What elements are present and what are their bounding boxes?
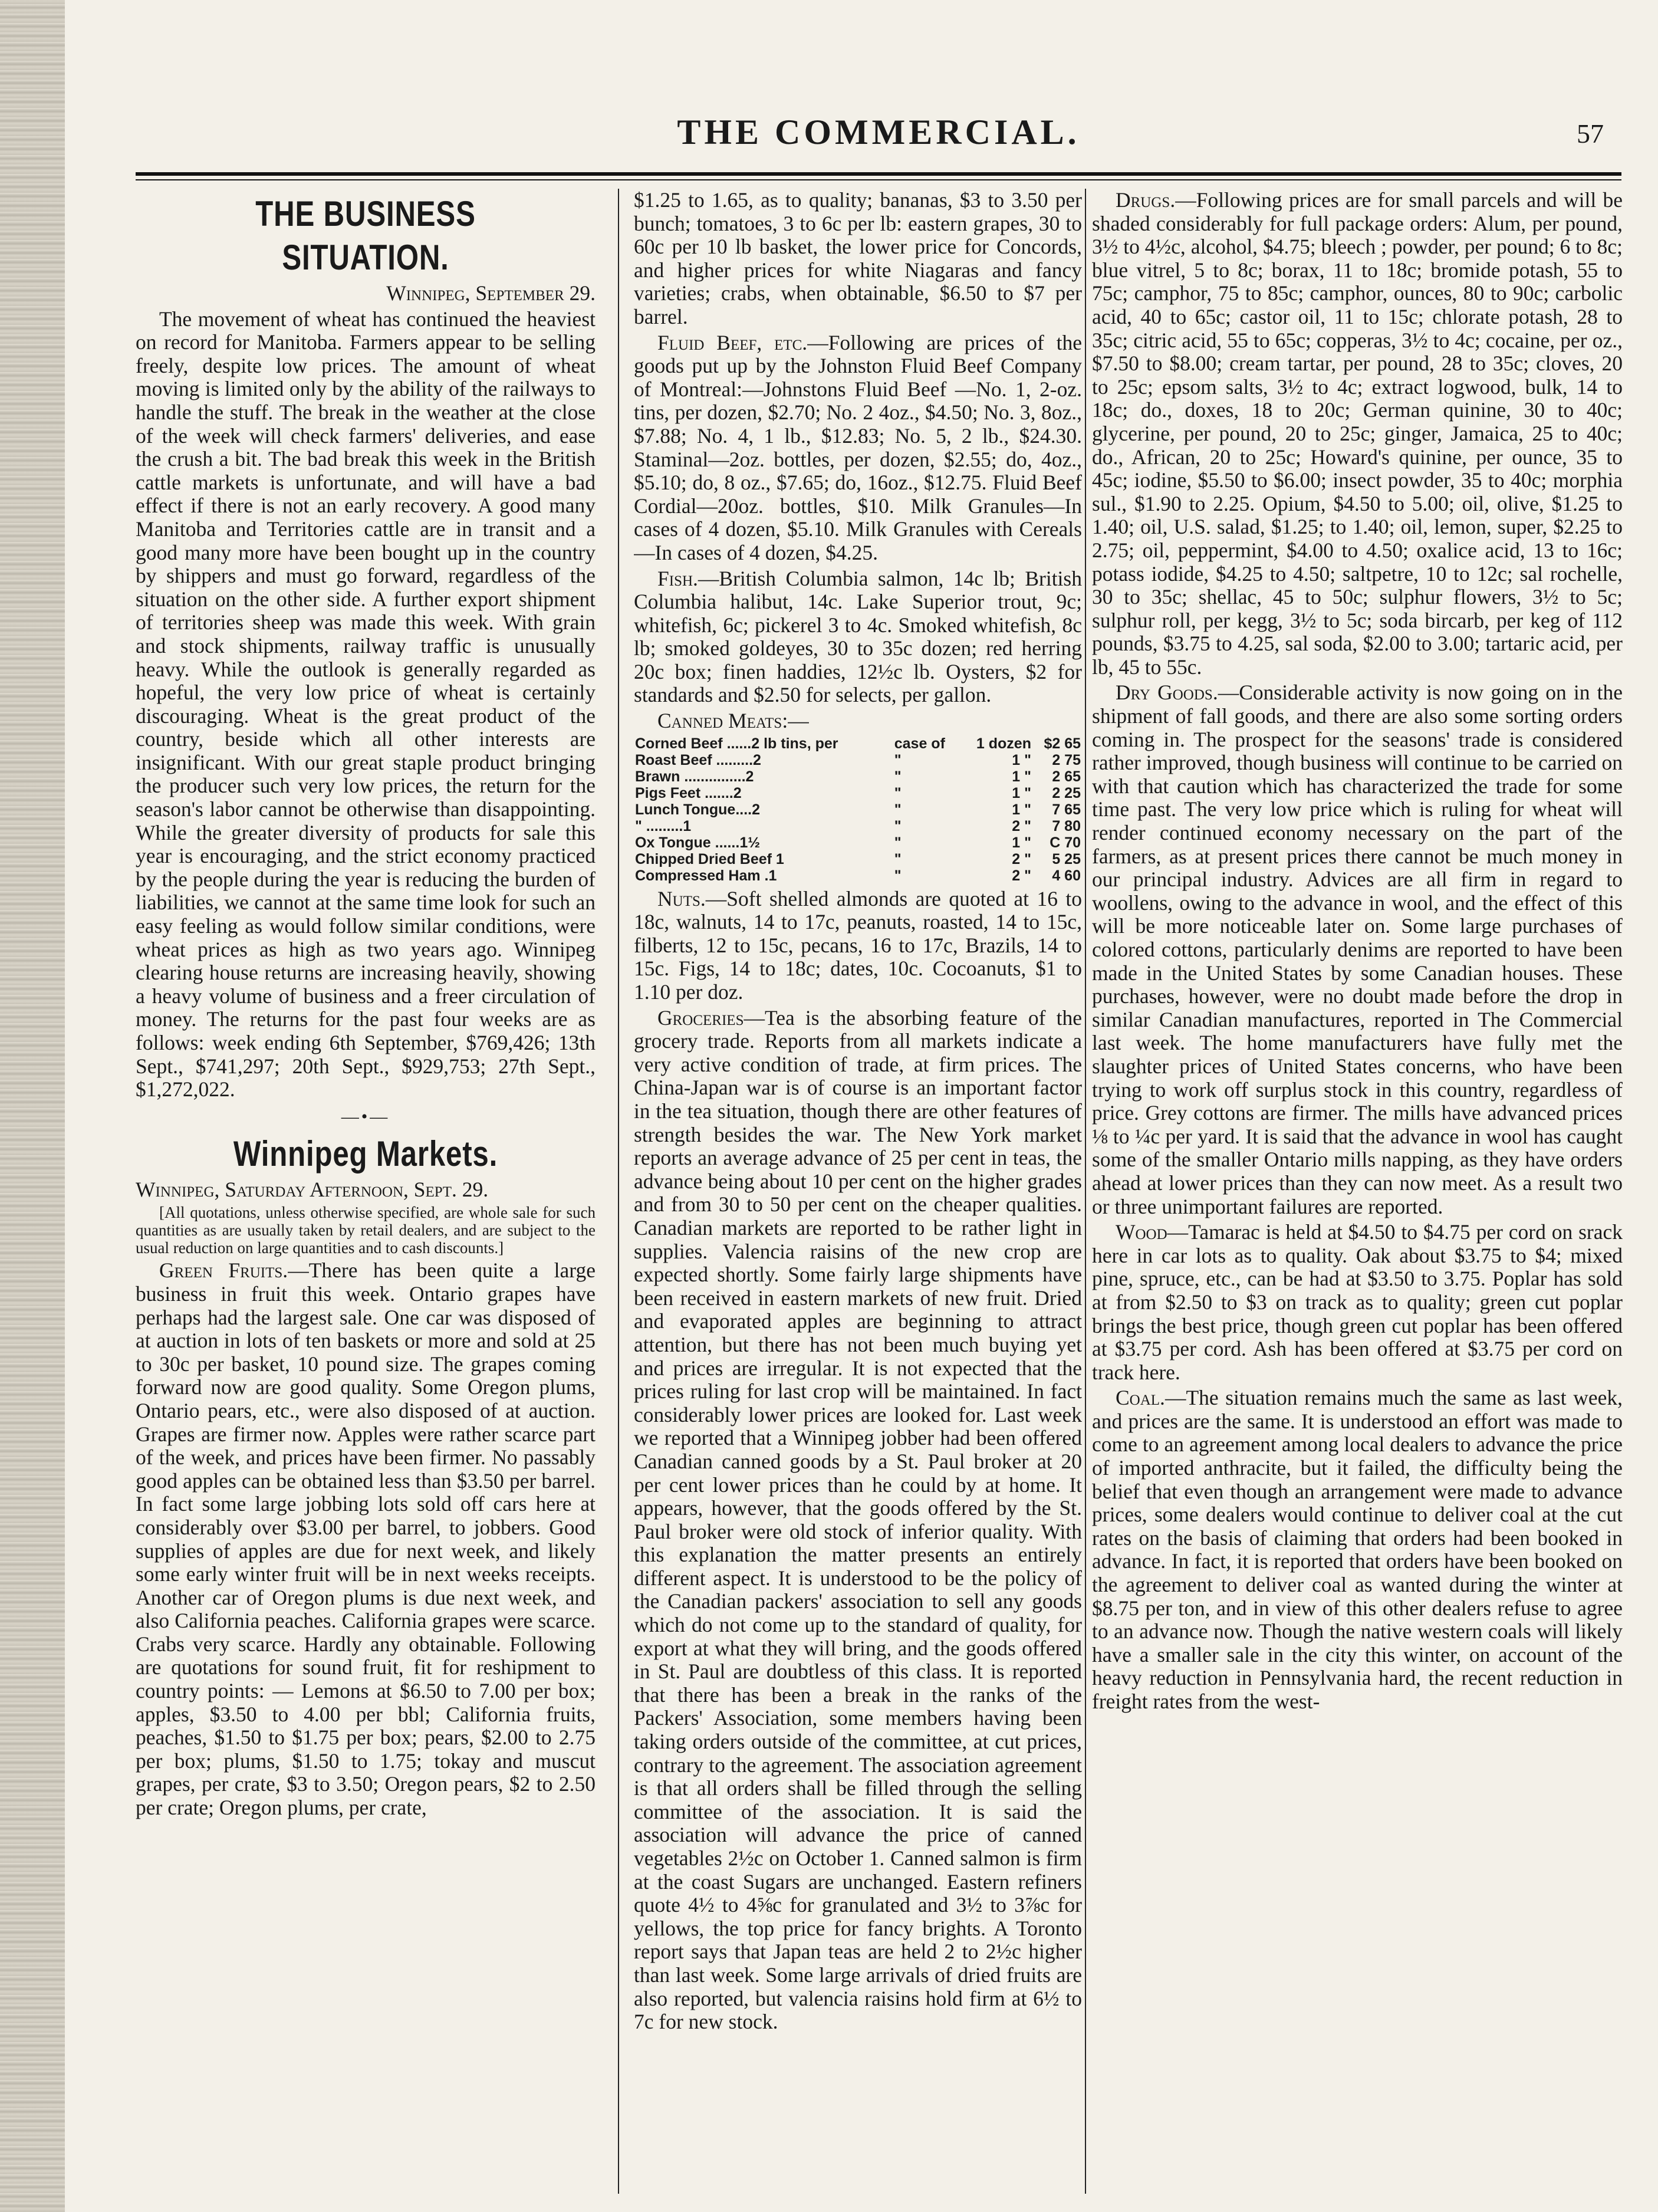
drugs-lead: Drugs.	[1116, 189, 1176, 212]
green-fruits-lead: Green Fruits.	[159, 1258, 288, 1283]
canned-meats-row	[634, 818, 1082, 834]
canned-item-name: Pigs Feet .......2	[635, 784, 742, 801]
canned-meats-row	[634, 867, 1082, 884]
canned-item-case: "	[894, 801, 902, 818]
wood-text: —Tamarac is held at $4.50 to $4.75 per cord on srack here in car lots as to quality. Oak about $3.75 to $4; mixed pine, spruce, etc., can be had at $3.50 to 3.75. Poplar has sold at from $2.50 to $3 on track as to quality; green cut poplar brings the best price, though green cut poplar has been offered at $3.75 per cord. Ash has been offered at $3.75 per cord on track here.	[1092, 1220, 1623, 1384]
canned-item-case: case of	[894, 735, 945, 752]
header-rule-thin	[136, 179, 1621, 180]
canned-item-qty: 1 "	[1012, 768, 1031, 785]
section-ornament: —•—	[341, 1106, 390, 1126]
canned-meats-row	[634, 768, 1082, 785]
canned-item-name: " .........1	[635, 817, 692, 834]
canned-item-name: Corned Beef ......2 lb tins, per	[635, 735, 838, 752]
canned-item-case: "	[894, 850, 902, 867]
canned-item-case: "	[894, 768, 902, 785]
canned-item-price: 2 75	[1052, 751, 1081, 768]
page-binding-edge	[0, 0, 65, 2212]
canned-item-name: Compressed Ham .1	[635, 867, 777, 884]
fish-paragraph	[634, 567, 1082, 708]
canned-item-case: "	[894, 817, 902, 834]
dry-goods-paragraph	[1092, 681, 1623, 1218]
canned-item-name: Ox Tongue ......1½	[635, 834, 761, 851]
dry-goods-text: —Considerable activity is now going on in the shipment of fall goods, and there are also some sorting orders coming in. The prospect for the seasons' trade is considered rather improved, though business will continue to be carried on with that caution which has characterized the trade for some time past. The very low price which is ruling for wheat will render continued economy necessary on the part of the farmers, as at present prices there cannot be much money in our principal industry. Advices are all firm in regard to woollens, owing to the advance in wool, and the effect of this will be more noticeable later on. Some large purchases of colored cottons, particularly denims are reported to have been made in the United States by some Canadian houses. These purchases, however, were no doubt made before the drop in similar Canadian manufactures, reported in The Commercial last week. The home manufacturers have fully met the slaughter prices of United States concerns, who have been trying to work off surplus stock in this country, regardless of price. Grey cottons are firmer. The mills have advanced prices ⅛ to ¼c per yard. It is said that the advance in wool has caught some of the smaller Ontario mills napping, as they have orders ahead at lower prices than they can now meet. As a result two or three unimportant failures are reported.	[1092, 681, 1623, 1218]
canned-meats-row	[634, 735, 1082, 752]
canned-item-name: Lunch Tongue....2	[635, 801, 761, 818]
canned-item-name: Brawn ...............2	[635, 768, 754, 785]
canned-item-name: Roast Beef .........2	[635, 751, 761, 768]
business-situation-paragraph: The movement of wheat has continued the heaviest on record for Manitoba. Farmers appear to be selling freely, despite low prices. The amount of wheat moving is limited only by the ability of the railways to handle the stuff. The break in the weather at the close of the week will check farmers' deliveries, and ease the crush a bit. The bad break this week in the British cattle markets is unfortunate, and will have a bad effect if there is not an early recovery. A good many Manitoba and Territories cattle are in transit and a good many more have been bought up in the country by shippers and must go forward, regardless of the situation on the other side. A further export shipment of territories sheep was made this week. With grain and stock shipments, railway traffic is unusually heavy. While the outlook is generally regarded as hopeful, the very low price of wheat is certainly discouraging. Wheat is the great product of the country, beside which all other interests are insignificant. With our great staple product bringing the producer such very low prices, the return for the season's labor cannot be otherwise than disappointing. While the greater diversity of products for sale this year is encouraging, and the strict economy practiced by the people during the year is reducing the burden of liabilities, we cannot at the same time look for such an easy feeling as would follow similar conditions, were wheat prices as high as two years ago. Winnipeg clearing house returns are increasing heavily, showing a heavy volume of business and a freer circulation of money. The returns for the past four weeks are as follows: week ending 6th September, $769,426; 13th Sept., $741,297; 20th Sept., $929,753; 27th Sept., $1,272,022.	[136, 307, 596, 1102]
coal-paragraph	[1092, 1386, 1623, 1713]
canned-item-price: 4 60	[1052, 867, 1081, 884]
canned-item-qty: 1 "	[1012, 801, 1031, 818]
fruit-continued-paragraph: $1.25 to 1.65, as to quality; bananas, $3 to 3.50 per bunch; tomatoes, 3 to 6c per lb: eastern grapes, 30 to 60c per 10 lb basket, the lower price for Concords, and higher prices for white Niagaras and fancy varieties; crabs, when obtainable, $6.50 to $7 per barrel.	[634, 189, 1082, 328]
canned-meats-row	[634, 851, 1082, 867]
canned-item-qty: 2 "	[1012, 850, 1031, 867]
canned-item-price: 7 80	[1052, 817, 1081, 834]
canned-item-case: "	[894, 751, 902, 768]
column-2	[634, 189, 1082, 2194]
canned-item-case: "	[894, 784, 902, 801]
green-fruits-paragraph	[136, 1259, 596, 1819]
canned-item-price: 7 65	[1052, 801, 1081, 818]
winnipeg-markets-dateline: Winnipeg, Saturday Afternoon, Sept. 29.	[136, 1177, 489, 1201]
nuts-lead: Nuts.	[657, 886, 706, 911]
canned-item-qty: 1 "	[1012, 834, 1031, 851]
column-divider-1	[618, 189, 619, 2194]
column-3	[1092, 189, 1623, 2194]
coal-lead: Coal.	[1116, 1386, 1165, 1410]
canned-meats-row	[634, 785, 1082, 801]
nuts-paragraph	[634, 888, 1082, 1004]
canned-item-qty: 1 "	[1012, 784, 1031, 801]
header-rule-thick	[136, 172, 1621, 176]
canned-item-name: Chipped Dried Beef 1	[635, 850, 784, 867]
canned-item-price: $2 65	[1044, 735, 1081, 752]
coal-text: —The situation remains much the same as last week, and prices are the same. It is understood an effort was made to come to an agreement among local dealers to advance the price of imported anthracite, but it failed, the difficulty being the belief that even though an arrangement were made to advance prices, some dealers would continue to deliver coal at the cut rates on the basis of claiming that orders had been booked in advance. In fact, it is reported that orders have been booked on the agreement to deliver coal as wanted during the winter at $8.75 per ton, and in view of this other dealers refuse to agree to an advance now. Though the native western coals will likely have a smaller sale in the city this winter, on account of the heavy reduction in Pennsylvania hard, the recent reduction in freight rates from the west-	[1092, 1386, 1623, 1713]
canned-item-qty: 2 "	[1012, 817, 1031, 834]
groceries-lead: Groceries	[657, 1005, 744, 1030]
masthead-title: THE COMMERCIAL.	[677, 113, 1080, 152]
canned-meats-table	[634, 735, 1082, 884]
groceries-paragraph	[634, 1007, 1082, 2034]
canned-meats-row	[634, 834, 1082, 851]
fluid-beef-lead: Fluid Beef, etc.	[657, 330, 808, 354]
canned-item-price: C 70	[1050, 834, 1081, 851]
column-1	[136, 189, 596, 2194]
fluid-beef-text: —Following are prices of the goods put up by the Johnston Fluid Beef Company of Montreal:—Johnstons Fluid Beef —No. 1, 2-oz. tins, per dozen, $2.70; No. 2 4oz., $4.50; No. 3, 8oz., $7.88; No. 4, 1 lb., $12.83; No. 5, 2 lb., $24.30. Staminal—2oz. bottles, per dozen, $2.55; do, 4oz., $5.10; do, 8 oz., $7.65; do, 16oz., $12.75. Fluid Beef Cordial—20oz. bottles, $10. Milk Granules—In cases of 4 dozen, $5.10. Milk Granules with Cereals—In cases of 4 dozen, $4.25.	[634, 330, 1082, 564]
canned-item-price: 2 25	[1052, 784, 1081, 801]
canned-item-case: "	[894, 834, 902, 851]
green-fruits-text: —There has been quite a large business in fruit this week. Ontario grapes have perhaps had the largest sale. One car was disposed of at auction in lots of ten baskets or more and sold at 25 to 30c per basket, 10 pound size. The grapes coming forward now are good quality. Some Oregon plums, Ontario pears, etc., were also disposed of at auction. Grapes are firmer now. Apples were rather scarce part of the week, and prices have been firmer. No passably good apples can be obtained less than $3.50 per barrel. In fact some large jobbing lots sold off cars here at considerably over $3.00 per barrel, to jobbers. Good supplies of apples are due for next week, and likely some early winter fruit will be in next weeks receipts. Another car of Oregon plums is due next week, and also California peaches. California grapes were scarce. Crabs very scarce. Hardly any obtainable. Following are quotations for sound fruit, fit for reshipment to country points: — Lemons at $6.50 to 7.00 per box; apples, $3.50 to 4.00 per bbl; California fruits, peaches, $1.50 to $1.75 per box; pears, $2.00 to 2.75 per box; plums, $1.50 to 1.75; tokay and muscut grapes, per crate, $3 to 3.50; Oregon pears, $2 to 2.50 per crate; Oregon plums, per crate,	[136, 1258, 596, 1820]
canned-item-qty: 2 "	[1012, 867, 1031, 884]
page-header	[136, 112, 1621, 159]
canned-item-qty: 1 dozen	[976, 735, 1031, 752]
drugs-paragraph	[1092, 189, 1623, 679]
quotations-note: [All quotations, unless otherwise specified, are whole sale for such quantities as are usually taken by retail dealers, and are subject to the usual reduction on large quantities and to cash discounts.]	[136, 1204, 596, 1257]
fish-lead: Fish.	[657, 566, 698, 590]
canned-item-price: 5 25	[1052, 850, 1081, 867]
canned-item-price: 2 65	[1052, 768, 1081, 785]
fluid-beef-paragraph	[634, 331, 1082, 565]
canned-meats-row	[634, 752, 1082, 768]
winnipeg-markets-headline: Winnipeg Markets.	[233, 1133, 498, 1174]
column-divider-2	[1085, 189, 1086, 2194]
canned-meats-title: Canned Meats:—	[657, 709, 809, 733]
canned-item-qty: 1 "	[1012, 751, 1031, 768]
canned-item-case: "	[894, 867, 902, 884]
business-situation-headline: THE BUSINESS SITUATION.	[255, 194, 476, 277]
business-situation-dateline: Winnipeg, September 29.	[386, 281, 596, 305]
canned-meats-row	[634, 801, 1082, 818]
dry-goods-lead: Dry Goods.	[1116, 681, 1218, 705]
fish-text: —British Columbia salmon, 14c lb; British Columbia halibut, 14c. Lake Superior trout, 9c; whitefish, 6c; pickerel 3 to 4c. Smoked whitefish, 8c lb; smoked goldeyes, 30 to 35c dozen; red herring 20c box; finen haddies, 12½c lb. Oysters, $2 for standards and $2.50 for selects, per gallon.	[634, 566, 1082, 707]
groceries-text: —Tea is the absorbing feature of the grocery trade. Reports from all markets indicate a very active condition of trade, at firm prices. The China-Japan war is of course is an important factor in the tea situation, though there are other features of strength besides the war. The New York market reports an average advance of 25 per cent in teas, the advance being about 10 per cent on the higher grades and from 30 to 50 per cent on the cheaper qualities. Canadian markets are reported to be rather light in supplies. Valencia raisins of the new crop are expected shortly. Some fairly large shipments have been received in eastern markets of new fruit. Dried and evaporated apples are beginning to attract attention, but there has not been much buying yet and prices are irregular. It is not expected that the prices ruling for last crop will be maintained. In fact considerably lower prices are looked for. Last week we reported that a Winnipeg jobber had been offered Canadian canned goods by a St. Paul broker at 20 per cent lower prices than he could by at home. It appears, however, that the goods offered by the St. Paul broker were old stock of inferior quality. With this explanation the matter presents an entirely different aspect. It is understood to be the policy of the Canadian packers' association to sell any goods which do not come up to the standard of quality, for export at what they will bring, and the goods offered in St. Paul are doubtless of this class. It is reported that there has been a break in the ranks of the Packers' Association, some members having been taking orders outside of the committee, at cut prices, contrary to the agreement. The association agreement is that all orders shall be filled through the selling committee of the association. It is said the association will advance the price of canned vegetables 2½c on October 1. Canned salmon is firm at the coast Sugars are unchanged. Eastern refiners quote 4½ to 4⅝c for granulated and 3½ to 3⅞c for yellows, the top price for fancy brights. A Toronto report says that Japan teas are held 2 to 2½c higher than last week. Some large arrivals of dried fruits are also reported, but valencia raisins hold firm at 6½ to 7c for new stock.	[634, 1005, 1082, 2034]
wood-lead: Wood	[1116, 1220, 1167, 1244]
drugs-text: —Following prices are for small parcels and will be shaded considerably for full package orders: Alum, per pound, 3½ to 4½c, alcohol, $4.75; bleech ; powder, per pound; 6 to 8c; blue vitrel, 5 to 8c; borax, 11 to 18c; bromide potash, 55 to 75c; camphor, 75 to 85c; camphor, ounces, 80 to 90c; carbolic acid, 40 to 65c; castor oil, 11 to 15c; chlorate potash, 28 to 35c; citric acid, 55 to 65c; copperas, 3½ to 4c; cocaine, per oz., $7.50 to $8.00; cream tartar, per pound, 28 to 35c; cloves, 20 to 25c; epsom salts, 3½ to 4c; extract logwood, bulk, 14 to 18c; do., doxes, 18 to 20c; German quinine, 30 to 40c; glycerine, per pound, 20 to 25c; ginger, Jamaica, 25 to 40c; do., African, 20 to 25c; Howard's quinine, per ounce, 35 to 45c; iodine, $5.50 to $6.00; insect powder, 35 to 40c; morphia sul., $1.90 to 2.25. Opium, $4.50 to 5.00; oil, olive, $1.25 to 1.40; oil, U.S. salad, $1.25; to 1.40; oil, lemon, super, $2.25 to 2.75; oil, peppermint, $4.00 to 4.50; oxalice acid, 13 to 16c; potass iodide, $4.25 to 4.50; saltpetre, 10 to 12c; sal rochelle, 30 to 35c; shellac, 45 to 50c; sulphur flowers, 3½ to 5c; sulphur roll, per kegg, 3½ to 5c; soda bircarb, per keg of 112 pounds, $3.75 to 4.25, sal soda, $2.00 to 3.00; tartaric acid, per lb, 45 to 55c.	[1092, 189, 1623, 679]
wood-paragraph	[1092, 1221, 1623, 1384]
page-number: 57	[1577, 119, 1604, 149]
nuts-text: —Soft shelled almonds are quoted at 16 to 18c, walnuts, 14 to 17c, peanuts, roasted, 14 to 15c, filberts, 12 to 15c, pecans, 16 to 17c, Brazils, 14 to 15c. Figs, 14 to 18c; dates, 10c. Cocoanuts, $1 to 1.10 per doz.	[634, 886, 1082, 1004]
